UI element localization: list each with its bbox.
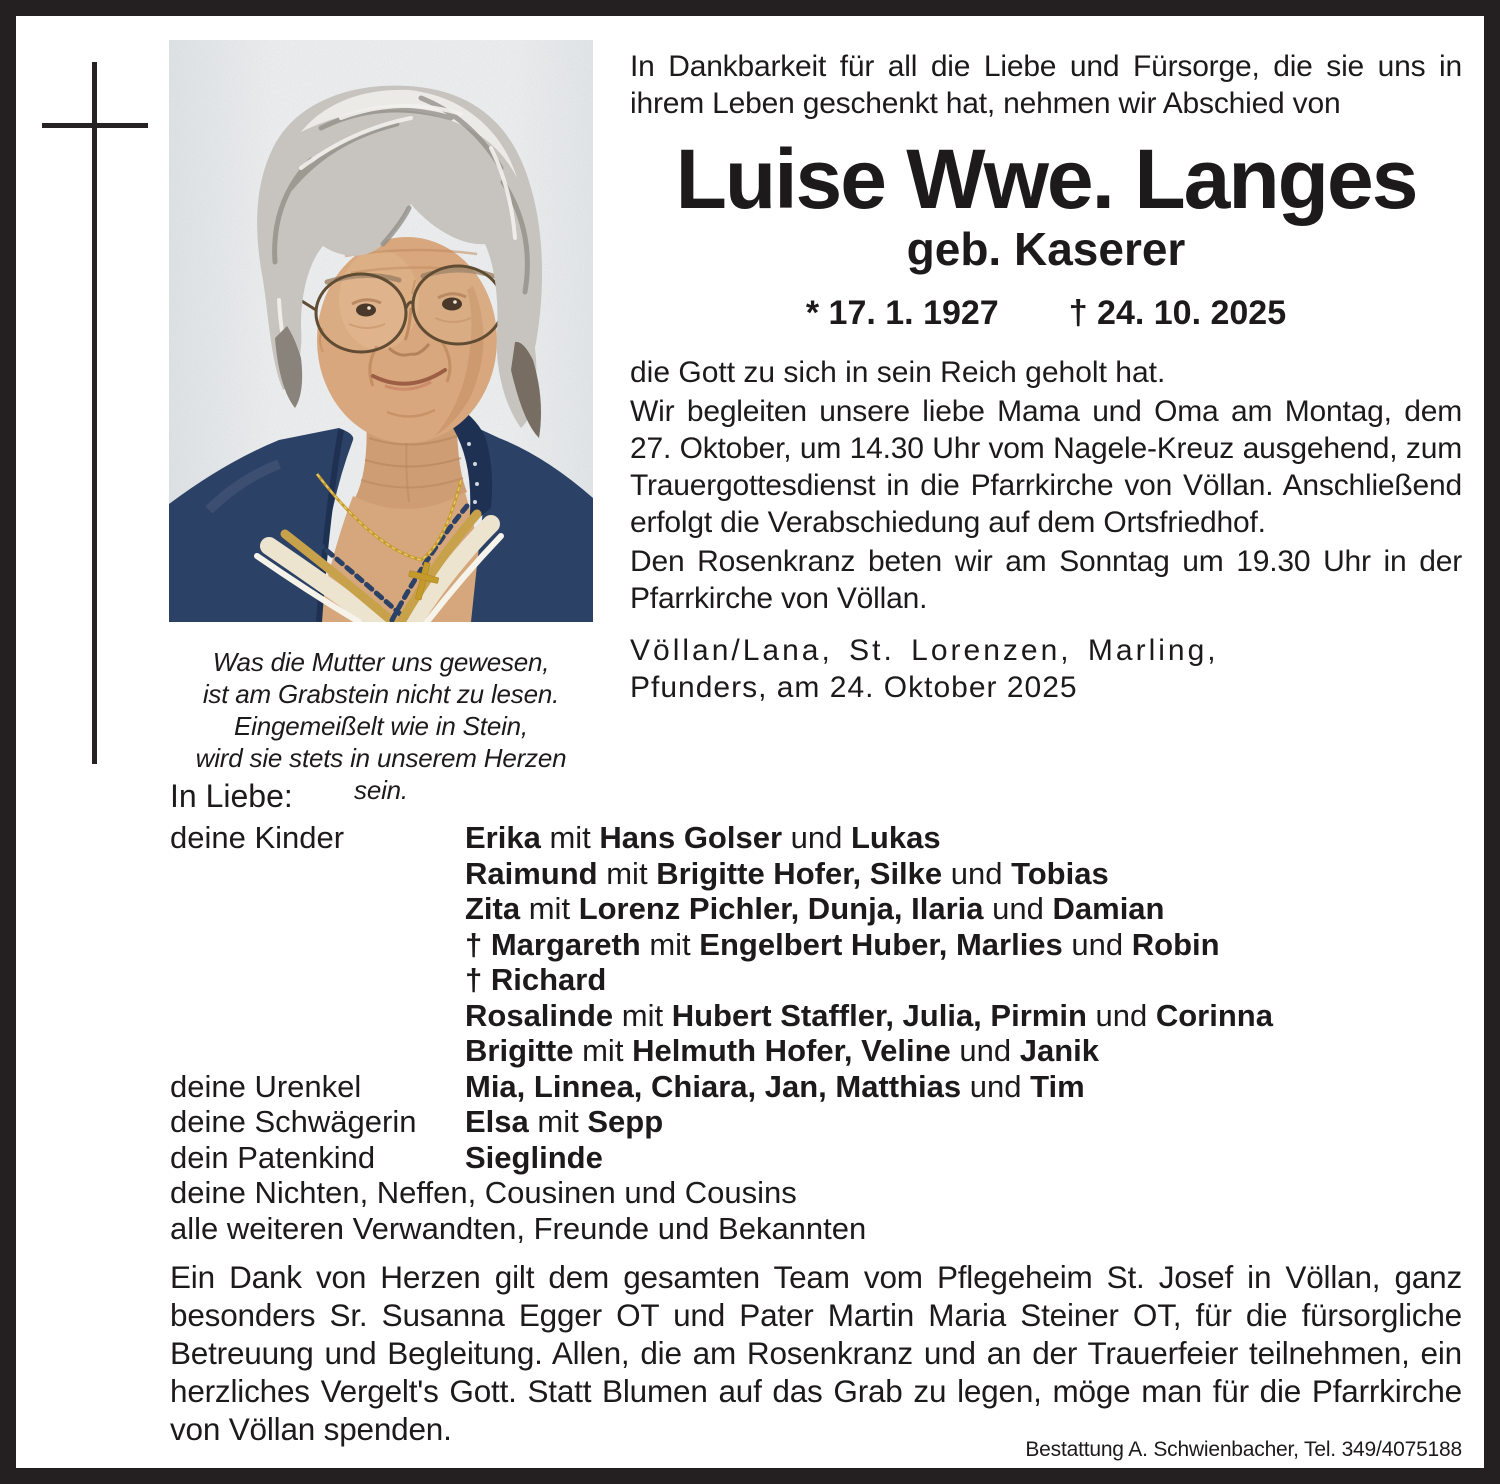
family-row: [170, 962, 1462, 998]
poem-line: ist am Grabstein nicht zu lesen.: [202, 679, 560, 709]
family-intro: In Liebe:: [170, 778, 293, 814]
portrait-illustration: [169, 40, 593, 622]
family-names: Mia, Linnea, Chiara, Jan, Matthias und Tim: [465, 1068, 1085, 1104]
family-names: Elsa mit Sepp: [465, 1104, 664, 1139]
places-line1: Völlan/Lana, St. Lorenzen, Marling,: [630, 634, 1219, 667]
family-row: [170, 1104, 1462, 1140]
poem-line: Was die Mutter uns gewesen,: [212, 647, 550, 677]
received-line: die Gott zu sich in sein Reich geholt hat.: [630, 356, 1166, 389]
funeral-home-credit: Bestattung A. Schwienbacher, Tel. 349/4075188: [1025, 1438, 1462, 1461]
family-relation-label: deine Urenkel: [170, 1068, 362, 1104]
family-relation-label: dein Patenkind: [170, 1139, 376, 1175]
family-row: [170, 856, 1462, 892]
family-row: [170, 820, 1462, 856]
family-row: [170, 927, 1462, 963]
family-names: † Richard: [465, 962, 607, 997]
family-names: Rosalinde mit Hubert Staffler, Julia, Pirmin und Corinna: [465, 997, 1273, 1033]
thanks-paragraph: Ein Dank von Herzen gilt dem gesamten Team vom Pflegeheim St. Josef in Völlan, ganz besonders Sr. Susanna Egger OT und Pater Martin Maria Steiner OT, für die fürsorgliche Betreuung und Begleitung. Allen, die am Rosenkranz und an der Trauerfeier teilnehmen, ein herzliches Vergelt's Gott. Statt Blumen auf das Grab zu legen, möge man für die Pfarrkirche von Völlan spenden.: [170, 1259, 1462, 1447]
announcement-column: [630, 48, 1462, 706]
family-relation-label: deine Nichten, Neffen, Cousinen und Cousins: [170, 1175, 797, 1210]
places-date-block: [630, 632, 1462, 706]
family-names: Zita mit Lorenz Pichler, Dunja, Ilaria und Damian: [465, 891, 1165, 926]
family-row: [170, 1175, 1462, 1211]
poem-line: Eingemeißelt wie in Stein,: [234, 711, 528, 741]
family-names: Raimund mit Brigitte Hofer, Silke und Tobias: [465, 855, 1109, 891]
family-names: Sieglinde: [465, 1139, 603, 1175]
family-names: Brigitte mit Helmuth Hofer, Veline und Janik: [465, 1033, 1099, 1068]
family-row: [170, 1211, 1462, 1247]
birth-date: * 17. 1. 1927: [805, 294, 999, 332]
funeral-paragraph: Wir begleiten unsere liebe Mama und Oma am Montag, dem 27. Oktober, um 14.30 Uhr vom Nagele-Kreuz ausgehend, zum Trauergottesdienst in die Pfarrkirche von Völlan. Anschließend erfolgt die Verabschiedung auf dem Ortsfriedhof.: [630, 395, 1462, 539]
poem-line: wird sie stets in unserem Herzen sein.: [195, 743, 567, 805]
family-row: [170, 891, 1462, 927]
family-row: [170, 998, 1462, 1034]
deceased-name: Luise Wwe. Langes: [675, 132, 1417, 226]
places-line2: Pfunders, am 24. Oktober 2025: [630, 671, 1078, 704]
portrait-photo: [169, 40, 593, 622]
family-names: Erika mit Hans Golser und Lukas: [465, 820, 941, 855]
family-row: [170, 1140, 1462, 1176]
announcement-intro: In Dankbarkeit für all die Liebe und Fürsorge, die sie uns in ihrem Leben geschenkt hat, nehmen wir Abschied von: [630, 50, 1462, 120]
rosary-paragraph: Den Rosenkranz beten wir am Sonntag um 19.30 Uhr in der Pfarrkirche von Völlan.: [630, 545, 1462, 615]
family-relation-label: deine Kinder: [170, 820, 345, 855]
maiden-name: geb. Kaserer: [906, 223, 1186, 275]
family-relation-label: deine Schwägerin: [170, 1104, 417, 1139]
family-list: [170, 820, 1462, 1246]
death-date: † 24. 10. 2025: [1068, 294, 1287, 332]
family-relation-label: alle weiteren Verwandten, Freunde und Bekannten: [170, 1210, 867, 1246]
memorial-cross-bar: [42, 123, 148, 128]
family-names: † Margareth mit Engelbert Huber, Marlies und Robin: [465, 926, 1220, 962]
memorial-cross-stem: [92, 62, 97, 764]
family-row: [170, 1069, 1462, 1105]
family-row: [170, 1033, 1462, 1069]
life-dates: [630, 294, 1462, 332]
